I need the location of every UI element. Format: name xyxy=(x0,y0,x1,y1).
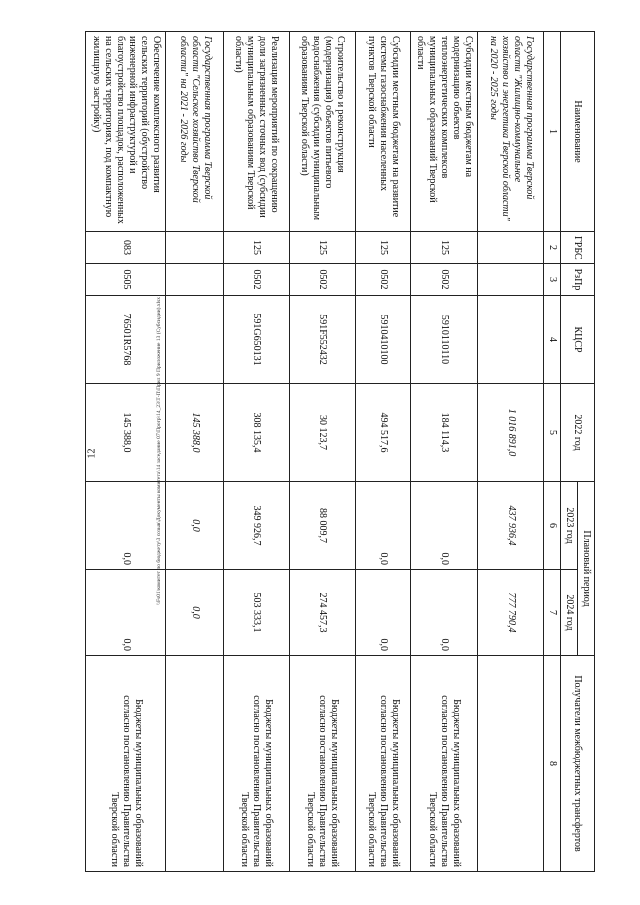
table-row xyxy=(411,32,478,872)
row-rzpr: 0502 xyxy=(411,264,478,296)
row-2023: 0,0 xyxy=(166,482,224,570)
row-kcsr: 5910410100 xyxy=(355,296,411,384)
row-2022: 145 388,0 xyxy=(86,384,166,482)
row-recipient: Бюджеты муниципальных образований согласно постановлению Правительства Тверской области xyxy=(86,656,166,872)
row-rzpr: 0502 xyxy=(355,264,411,296)
column-number: 8 xyxy=(544,656,561,872)
row-2022: 1 016 891,0 xyxy=(478,384,544,482)
row-recipient: Бюджеты муниципальных образований согласно постановлению Правительства Тверской области xyxy=(223,656,289,872)
header-kcsr: КЦСР xyxy=(561,296,595,384)
row-grbs xyxy=(166,232,224,264)
file-path-footer: \\Fs01\комитет по бюджету\3 созыв\Документы комитета\14 заседание 07\Прогр\14_23\Т-П\Прил 9 Приложение 13 (Субсидии).xlsx xyxy=(156,296,162,606)
column-number: 2 xyxy=(544,232,561,264)
header-rzpr: РзПр xyxy=(561,264,595,296)
row-2024: 0,0 xyxy=(411,570,478,656)
table-row xyxy=(166,32,224,872)
header-year-2024: 2024 год xyxy=(561,570,578,656)
column-number: 4 xyxy=(544,296,561,384)
row-grbs: 083 xyxy=(86,232,166,264)
row-2022: 30 123,7 xyxy=(289,384,355,482)
row-2024: 503 333,1 xyxy=(223,570,289,656)
table-row xyxy=(289,32,355,872)
row-2023: 0,0 xyxy=(411,482,478,570)
row-2023: 0,0 xyxy=(355,482,411,570)
row-grbs: 125 xyxy=(289,232,355,264)
row-recipient: Бюджеты муниципальных образований согласно постановлению Правительства Тверской области xyxy=(355,656,411,872)
row-2022: 184 114,3 xyxy=(411,384,478,482)
subsidies-table xyxy=(85,31,595,872)
row-grbs xyxy=(478,232,544,264)
row-rzpr xyxy=(166,264,224,296)
column-number: 5 xyxy=(544,384,561,482)
column-number: 6 xyxy=(544,482,561,570)
row-kcsr xyxy=(478,296,544,384)
row-name: Государственная программа Тверской области "Жилищно-коммунальное хозяйство и энергетика Тверской области" на 2020 - 2025 годы xyxy=(478,32,544,232)
table-row xyxy=(223,32,289,872)
row-2022: 494 517,6 xyxy=(355,384,411,482)
rotated-page-content xyxy=(85,31,595,871)
row-2023: 0,0 xyxy=(86,482,166,570)
column-number: 1 xyxy=(544,32,561,232)
header-plan-period: Плановый период xyxy=(578,482,595,656)
row-grbs: 125 xyxy=(223,232,289,264)
header-recipients: Получатели межбюджетных трансфертов xyxy=(561,656,595,872)
row-2024: 777 790,4 xyxy=(478,570,544,656)
row-name: Государственная программа Тверской области "Сельское хозяйство Тверской области" на 2021 - 2026 годы xyxy=(166,32,224,232)
row-kcsr: 591G650131 xyxy=(223,296,289,384)
header-year-2022: 2022 год xyxy=(561,384,595,482)
row-name: Субсидии местным бюджетам на модернизацию объектов теплоэнергетических комплексов муниципальных образований Тверской области xyxy=(411,32,478,232)
row-rzpr xyxy=(478,264,544,296)
row-kcsr: 5910110110 xyxy=(411,296,478,384)
row-recipient xyxy=(166,656,224,872)
row-kcsr xyxy=(166,296,224,384)
row-kcsr: 76501R5768 xyxy=(86,296,166,384)
row-recipient xyxy=(478,656,544,872)
row-2024: 0,0 xyxy=(355,570,411,656)
row-name: Строительство и реконструкция (модернизация) объектов питьевого водоснабжения (субсидии муниципальным образованиям Тверской области) xyxy=(289,32,355,232)
row-rzpr: 0502 xyxy=(223,264,289,296)
page-number: 12 xyxy=(86,448,98,459)
row-2024: 274 457,3 xyxy=(289,570,355,656)
row-name: Субсидии местным бюджетам на развитие системы газоснабжения населенных пунктов Тверской области xyxy=(355,32,411,232)
table-row xyxy=(355,32,411,872)
row-rzpr: 0505 xyxy=(86,264,166,296)
row-2022: 308 135,4 xyxy=(223,384,289,482)
row-2023: 349 926,7 xyxy=(223,482,289,570)
row-name: Реализация мероприятий по сокращению доли загрязненных сточных вод (субсидии муниципальным образованиям Тверской области) xyxy=(223,32,289,232)
table-row xyxy=(478,32,544,872)
row-2023: 437 936,4 xyxy=(478,482,544,570)
header-year-2023: 2023 год xyxy=(561,482,578,570)
row-grbs: 125 xyxy=(355,232,411,264)
row-rzpr: 0502 xyxy=(289,264,355,296)
row-recipient: Бюджеты муниципальных образований согласно постановлению Правительства Тверской области xyxy=(289,656,355,872)
row-2024: 0,0 xyxy=(86,570,166,656)
column-number: 3 xyxy=(544,264,561,296)
table-row xyxy=(86,32,166,872)
row-2024: 0,0 xyxy=(166,570,224,656)
row-2023: 88 009,7 xyxy=(289,482,355,570)
row-recipient: Бюджеты муниципальных образований согласно постановлению Правительства Тверской области xyxy=(411,656,478,872)
row-kcsr: 591F552432 xyxy=(289,296,355,384)
row-2022: 145 388,0 xyxy=(166,384,224,482)
header-grbs: ГРБС xyxy=(561,232,595,264)
column-number: 7 xyxy=(544,570,561,656)
row-name: Обеспечение комплексного развития сельских территорий (обустройство инженерной инфраструктурой и благоустройство площадок, расположенных на сельских территориях, под компактную жилищную застройку) xyxy=(86,32,166,232)
header-name: Наименование xyxy=(561,32,595,232)
row-grbs: 125 xyxy=(411,232,478,264)
